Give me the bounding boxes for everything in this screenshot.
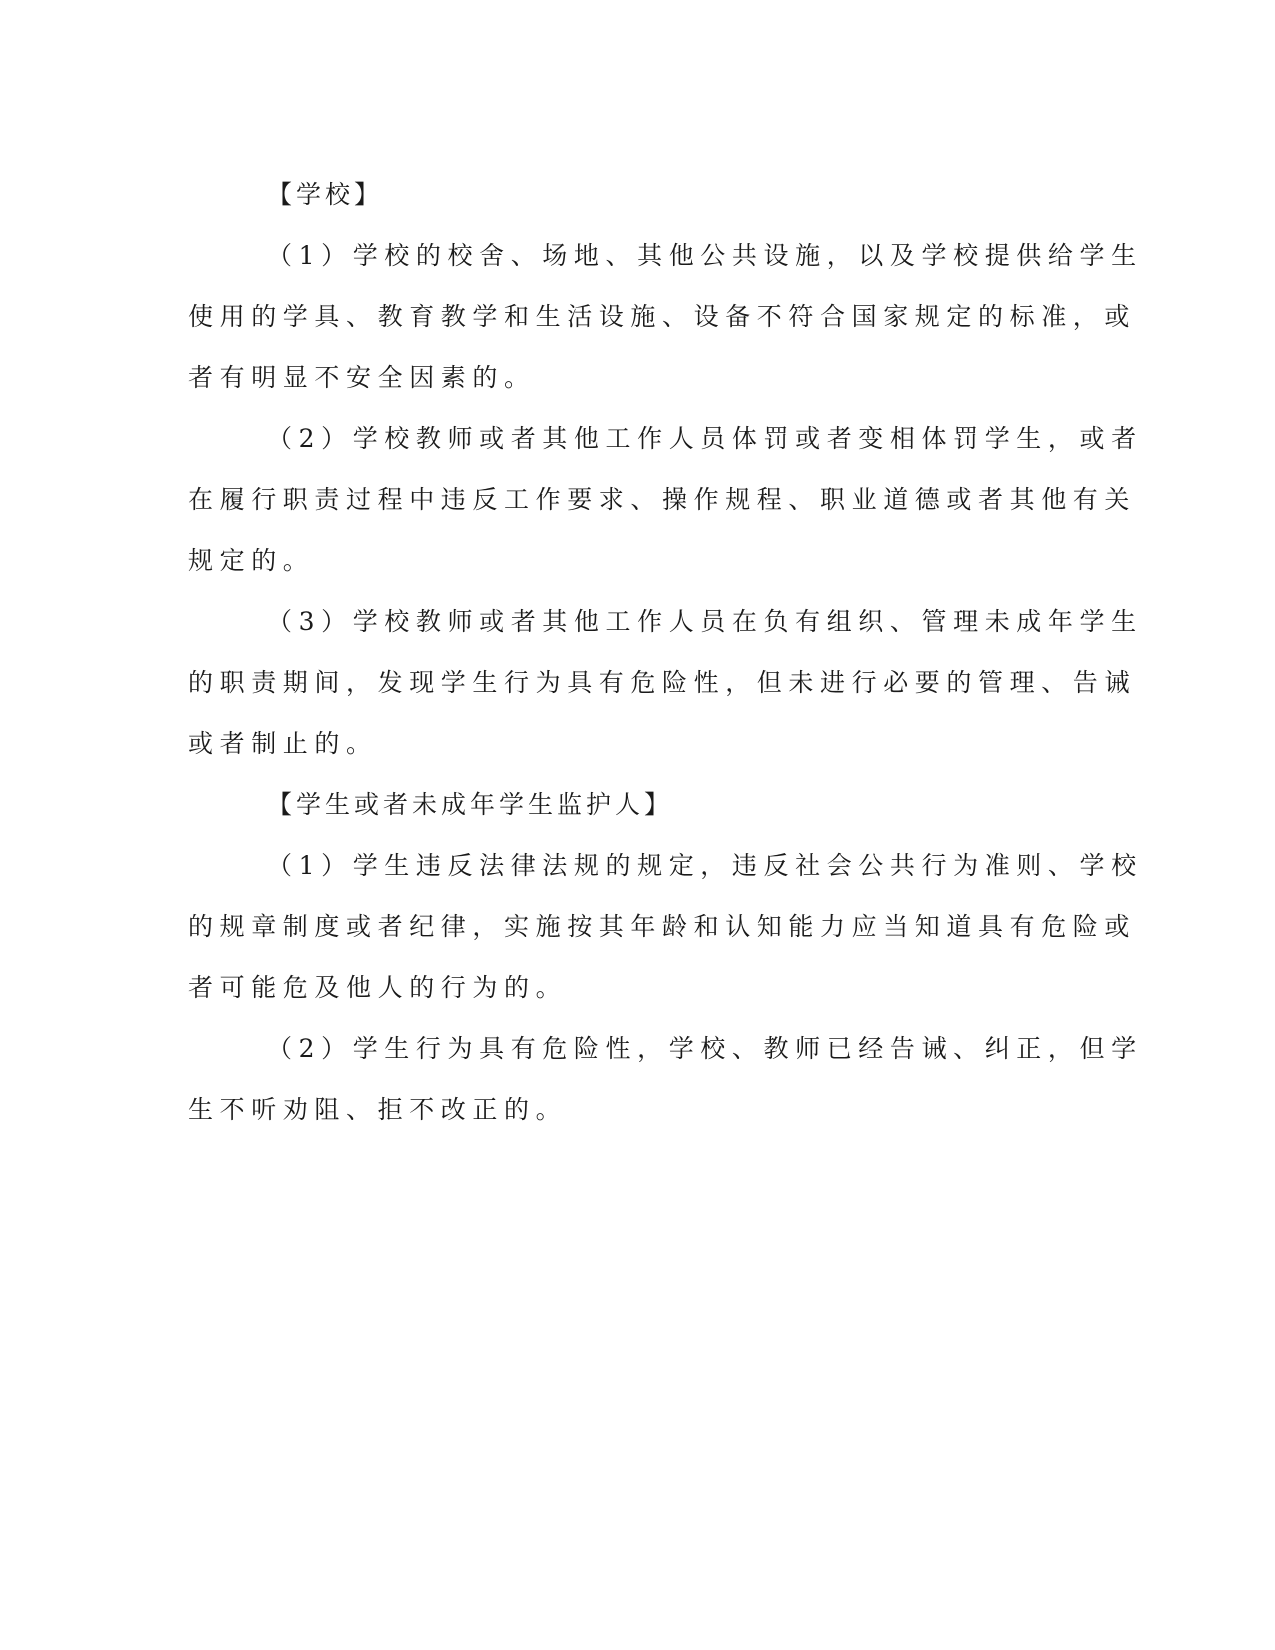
- section-student-guardian: [188, 774, 1143, 1140]
- paragraph-student-2: [188, 1018, 1143, 1140]
- paragraph-school-2: [188, 408, 1143, 591]
- paragraph-line: （1）学校的校舍、场地、其他公共设施，以及学校提供给学生: [267, 241, 1143, 270]
- paragraph-line: 者可能危及他人的行为的。: [188, 973, 568, 1002]
- section-heading-school: 【学校】: [267, 180, 384, 209]
- paragraph-line: 的职责期间，发现学生行为具有危险性，但未进行必要的管理、告诫: [188, 668, 1137, 697]
- paragraph-line: 的规章制度或者纪律，实施按其年龄和认知能力应当知道具有危险或: [188, 912, 1137, 941]
- paragraph-school-3: [188, 591, 1143, 774]
- document-page: [188, 164, 1143, 1140]
- paragraph-student-1: [188, 835, 1143, 1018]
- paragraph-line: 使用的学具、教育教学和生活设施、设备不符合国家规定的标准，或: [188, 302, 1137, 331]
- section-school: [188, 164, 1143, 774]
- section-heading-student-guardian: 【学生或者未成年学生监护人】: [267, 790, 674, 819]
- paragraph-line: 生不听劝阻、拒不改正的。: [188, 1095, 568, 1124]
- paragraph-line: （3）学校教师或者其他工作人员在负有组织、管理未成年学生: [267, 607, 1143, 636]
- paragraph-line: 规定的。: [188, 546, 315, 575]
- paragraph-line: 或者制止的。: [188, 729, 378, 758]
- paragraph-line: 者有明显不安全因素的。: [188, 363, 536, 392]
- paragraph-line: 在履行职责过程中违反工作要求、操作规程、职业道德或者其他有关: [188, 485, 1137, 514]
- paragraph-line: （2）学生行为具有危险性，学校、教师已经告诫、纠正，但学: [267, 1034, 1143, 1063]
- paragraph-line: （1）学生违反法律法规的规定，违反社会公共行为准则、学校: [267, 851, 1143, 880]
- paragraph-school-1: [188, 225, 1143, 408]
- paragraph-line: （2）学校教师或者其他工作人员体罚或者变相体罚学生，或者: [267, 424, 1143, 453]
